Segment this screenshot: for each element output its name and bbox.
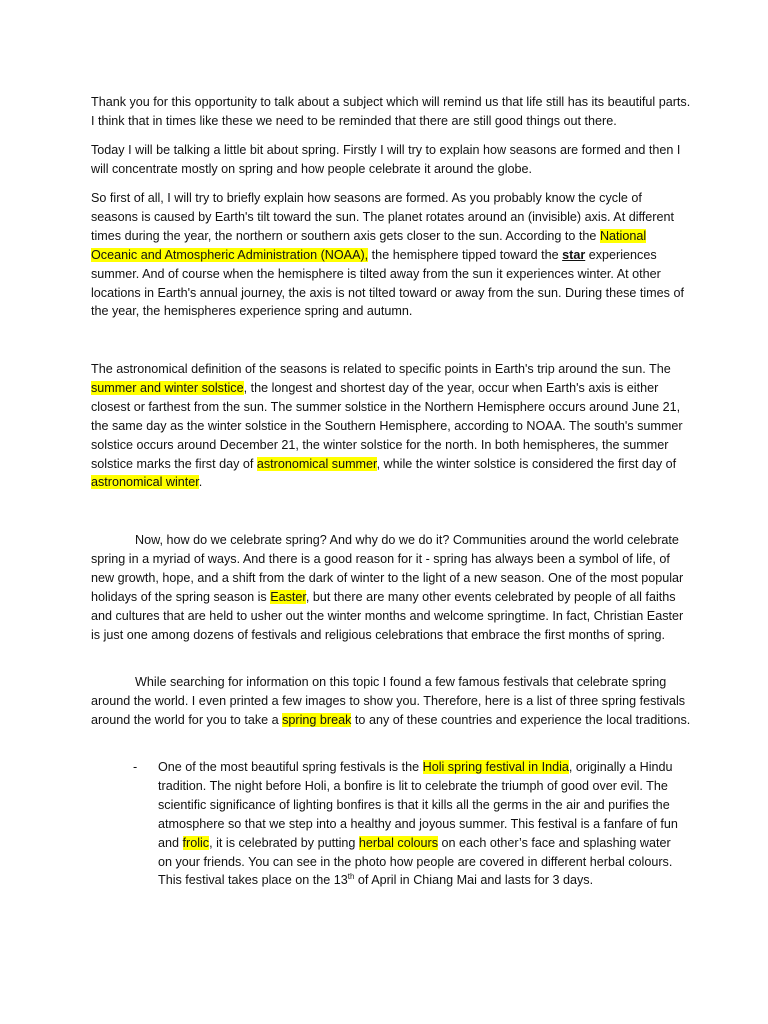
text: One of the most beautiful spring festivals is the [158, 760, 423, 774]
highlight-herbal-colours: herbal colours [358, 835, 439, 850]
highlight-astronomical-winter: astronomical winter [91, 475, 199, 490]
text: , originally a Hindu tradition. The night before Holi, a bonfire is lit to celebrate the triumph of good over evil. The scientific significance of lighting bonfires is that it kills all the germs in the air and purifies the atmosphere so that we step into a healthy and joyous summer. This festival is a fanfare of fun and [158, 760, 678, 850]
highlight-easter: Easter [270, 589, 306, 604]
superscript-th: th [347, 872, 355, 882]
text: So first of all, I will try to briefly explain how seasons are formed. As you probably know the cycle of seasons is caused by Earth's tilt toward the sun. The planet rotates around an (invisible) axis. At different times during the year, the northern or southern axis gets closer to the sun. According to the [91, 191, 674, 243]
text: Now, how do we celebrate spring? And why do we do it? Communities around the world celebrate spring in a myriad of ways. And there is a good reason for it - spring has always been a symbol of life, of new growth, hope, and a shift from the dark of winter to the light of a new season. One of the most popular holidays of the spring season is [91, 533, 684, 604]
text: , the longest and shortest day of the year, occur when Earth's axis is either closest or farthest from the sun. The summer solstice in the Northern Hemisphere occurs around June 21, the same day as the winter solstice in the Southern Hemisphere, according to NOAA. The south's summer solstice occurs around December 21, the winter solstice for the north. In both hemispheres, the summer solstice marks the first day of [91, 380, 683, 471]
paragraph-festivals [91, 673, 691, 730]
text: . [198, 475, 203, 490]
text: Thank you for this opportunity to talk about a subject which will remind us that life still has its beautiful parts. I think that in times like these we need to be reminded that there are still good things out there. [91, 95, 691, 128]
text: on each other’s face and splashing water on your friends. You can see in the photo how people are covered in different herbal colours. This festival takes place on the 13 [158, 835, 673, 888]
paragraph-intro [91, 93, 691, 131]
paragraph-astronomical [91, 360, 691, 492]
highlight-spring-break: spring break [282, 712, 352, 727]
highlight-noaa: National Oceanic and Atmospheric Administration (NOAA), [91, 228, 647, 262]
text: of April in Chiang Mai and lasts for 3 days. [354, 873, 594, 888]
text: , it is celebrated by putting [209, 835, 359, 850]
text: The astronomical definition of the seasons is related to specific points in Earth's trip around the sun. The [91, 362, 671, 376]
paragraph-celebrate [91, 531, 691, 644]
text: While searching for information on this topic I found a few famous festivals that celebrate spring around the world. I even printed a few images to show you. Therefore, here is a list of three spring festivals around the world for you to take a [91, 675, 686, 727]
paragraph-overview [91, 141, 691, 179]
underlined-star: star [562, 247, 586, 262]
highlight-frolic: frolic [182, 835, 210, 850]
paragraph-seasons [91, 189, 691, 321]
text: Today I will be talking a little bit about spring. Firstly I will try to explain how seasons are formed and then I will concentrate mostly on spring and how people celebrate it around the globe. [91, 143, 681, 176]
highlight-solstice: summer and winter solstice [91, 380, 244, 395]
bullet-dash: - [133, 760, 138, 774]
text: experiences summer. And of course when the hemisphere is tilted away from the sun it experiences winter. At other locations in Earth's annual journey, the axis is not tilted toward or away from the sun. During these times of the year, the hemispheres experience spring and autumn. [91, 247, 684, 319]
text: , but there are many other events celebrated by people of all faiths and cultures that are held to usher out the winter months and welcome springtime. In fact, Christian Easter is just one among dozens of festivals and religious celebrations that embrace the first months of spring. [91, 589, 684, 642]
highlight-holi: Holi spring festival in India [422, 760, 569, 774]
text: , while the winter solstice is considered the first day of [376, 456, 677, 471]
highlight-astronomical-summer: astronomical summer [256, 456, 377, 471]
text: the hemisphere tipped toward the [368, 247, 563, 262]
text: to any of these countries and experience the local traditions. [351, 712, 691, 727]
list-item-holi [158, 758, 678, 890]
